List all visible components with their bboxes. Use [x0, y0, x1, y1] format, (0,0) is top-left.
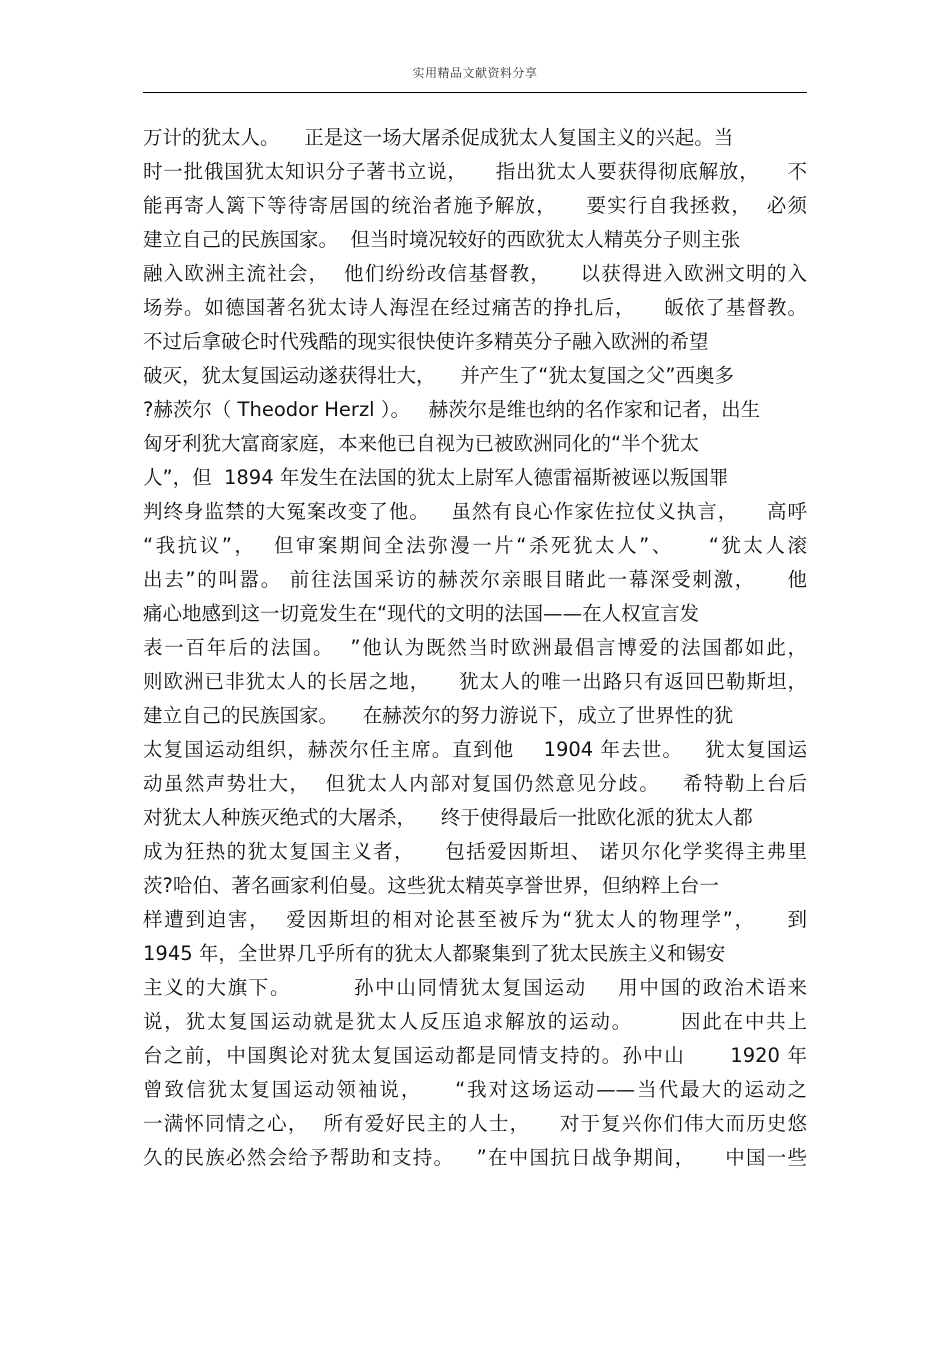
text-line: 台之前，中国舆论对犹太复国运动都是同情支持的。孙中山 1920 年 [143, 1044, 807, 1067]
text-line: 一满怀同情之心， 所有爱好民主的人士， 对于复兴你们伟大而历史悠 [143, 1112, 807, 1135]
text-line: 融入欧洲主流社会， 他们纷纷改信基督教， 以获得进入欧洲文明的入 [143, 262, 807, 285]
text-line: 曾致信犹太复国运动领袖说， “我对这场运动——当代最大的运动之 [143, 1078, 807, 1101]
text-line: 久的民族必然会给予帮助和支持。 ”在中国抗日战争期间， 中国一些 [143, 1146, 807, 1169]
document-body [143, 121, 807, 1175]
text-line: 成为狂热的犹太复国主义者， 包括爱因斯坦、 诺贝尔化学奖得主弗里 [143, 840, 807, 863]
text-line: 不过后拿破仑时代残酷的现实很快使许多精英分子融入欧洲的希望 [143, 330, 709, 353]
text-line: 能再寄人篱下等待寄居国的统治者施予解放， 要实行自我拯救， 必须 [143, 194, 807, 217]
text-line: 匈牙利犹大富商家庭，本来他已自视为已被欧洲同化的“半个犹太 [143, 432, 700, 455]
text-line: 建立自己的民族国家。 在赫茨尔的努力游说下，成立了世界性的犹 [143, 704, 734, 727]
text-line: 表一百年后的法国。 ”他认为既然当时欧洲最倡言博爱的法国都如此， [143, 636, 807, 659]
text-line: 判终身监禁的大冤案改变了他。 虽然有良心作家佐拉仗义执言， 高呼 [143, 500, 807, 523]
text-line: 太复国运动组织，赫茨尔任主席。直到他 1904 年去世。 犹太复国运 [143, 738, 807, 761]
text-line: 茨?哈伯、著名画家利伯曼。这些犹太精英享誉世界，但纳粹上台一 [143, 874, 719, 897]
text-line: 样遭到迫害， 爱因斯坦的相对论甚至被斥为“犹太人的物理学”， 到 [143, 908, 807, 931]
text-line: 破灭，犹太复国运动遂获得壮大， 并产生了“犹太复国之父”西奥多 [143, 364, 734, 387]
text-line: 动虽然声势壮大， 但犹太人内部对复国仍然意见分歧。 希特勒上台后 [143, 772, 807, 795]
text-line: “我抗议”， 但审案期间全法弥漫一片“杀死犹太人”、 “犹太人滚 [143, 534, 807, 557]
text-line: 主义的大旗下。 孙中山同情犹太复国运动 用中国的政治术语来 [143, 976, 807, 999]
text-line: 说，犹太复国运动就是犹太人反压追求解放的运动。 因此在中共上 [143, 1010, 807, 1033]
text-line: 建立自己的民族国家。 但当时境况较好的西欧犹太人精英分子则主张 [143, 228, 741, 251]
text-line: 场券。如德国著名犹太诗人海涅在经过痛苦的挣扎后， 皈依了基督教。 [143, 296, 807, 319]
header-title: 实用精品文献资料分享 [412, 66, 538, 80]
text-line: 痛心地感到这一切竟发生在“现代的文明的法国——在人权宣言发 [143, 602, 700, 625]
text-line: 1945 年，全世界几乎所有的犹太人都聚集到了犹太民族主义和锡安 [143, 942, 726, 965]
page-header [143, 64, 807, 93]
text-line: 出去”的叫嚣。 前往法国采访的赫茨尔亲眼目睹此一幕深受刺激， 他 [143, 568, 807, 591]
text-line: 万计的犹太人。 正是这一场大屠杀促成犹太人复国主义的兴起。当 [143, 126, 734, 149]
text-line: 时一批俄国犹太知识分子著书立说， 指出犹太人要获得彻底解放， 不 [143, 160, 807, 183]
text-line: 人”，但 1894 年发生在法国的犹太上尉军人德雷福斯被诬以叛国罪 [143, 466, 729, 489]
text-line: 对犹太人种族灭绝式的大屠杀， 终于使得最后一批欧化派的犹太人都 [143, 806, 753, 829]
text-line: 则欧洲已非犹太人的长居之地， 犹太人的唯一出路只有返回巴勒斯坦， [143, 670, 807, 693]
text-line: ?赫茨尔（ Theodor Herzl ）。 赫茨尔是维也纳的名作家和记者，出生 [143, 398, 761, 421]
